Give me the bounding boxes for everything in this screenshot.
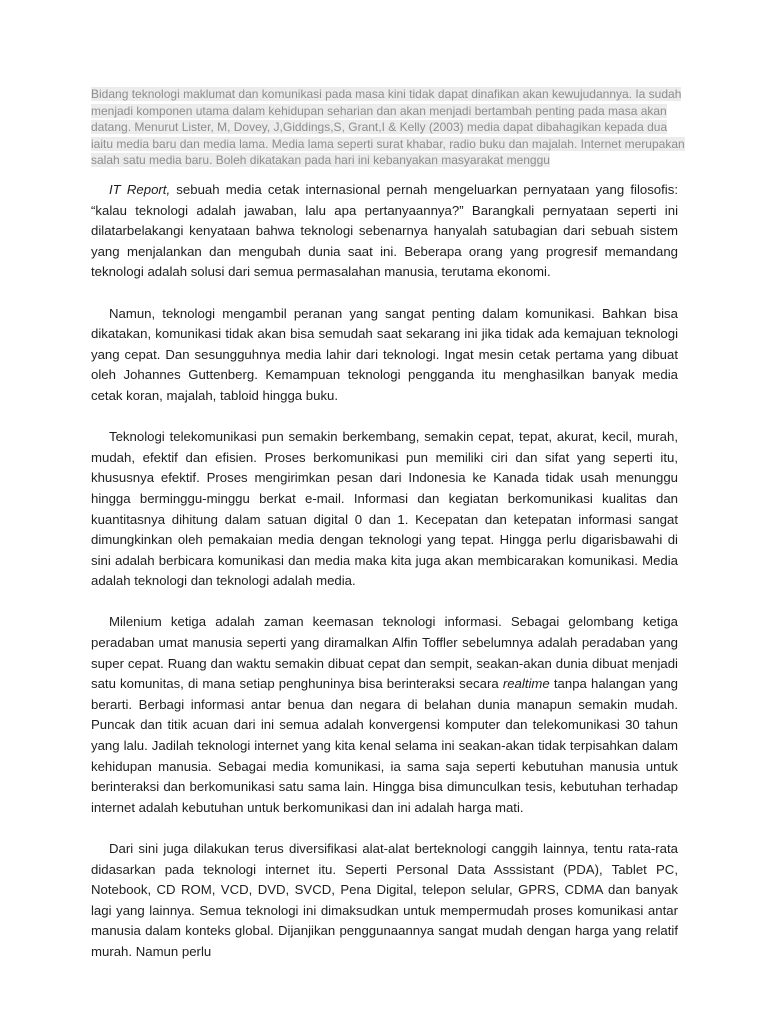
it-report-title: IT Report,: [109, 182, 171, 197]
highlighted-preview-text: [91, 86, 686, 169]
paragraph-3: Teknologi telekomunikasi pun semakin berkembang, semakin cepat, tepat, akurat, kecil, murah, mudah, efektif dan efisien. Proses berkomunikasi pun memiliki ciri dan sifat yang seperti itu, khususnya efektif. Proses mengirimkan pesan dari Indonesia ke Kanada tidak usah menunggu hingga berminggu-minggu berkat e-mail. Informasi dan kegiatan berkomunikasi kualitas dan kuantitasnya dihitung dalam satuan digital 0 dan 1. Kecepatan dan ketepatan informasi sangat dimungkinkan oleh pemakaian media dengan teknologi yang tepat. Hingga perlu digarisbawahi di sini adalah berbicara komunikasi dan media maka kita juga akan membicarakan komunikasi. Media adalah teknologi dan teknologi adalah media.: [91, 429, 678, 589]
paragraph-4: [91, 612, 678, 818]
paragraph-5: Dari sini juga dilakukan terus diversifikasi alat-alat berteknologi canggih lainnya, tentu rata-rata didasarkan pada teknologi internet itu. Seperti Personal Data Asssistant (PDA), Tablet PC, Notebook, CD ROM, VCD, DVD, SVCD, Pena Digital, telepon selular, GPRS, CDMA dan banyak lagi yang lainnya. Semua teknologi ini dimaksudkan untuk mempermudah proses komunikasi antar manusia dalam konteks global. Dijanjikan penggunaannya sangat mudah dengan harga yang relatif murah. Namun perlu: [91, 841, 678, 959]
paragraph-1: [91, 180, 678, 283]
preview-text: Bidang teknologi maklumat dan komunikasi pada masa kini tidak dapat dinafikan akan kewujudannya. Ia sudah menjadi komponen utama dalam kehidupan seharian dan akan menjadi bertambah penting pada masa akan datang. Menurut Lister, M, Dovey, J,Giddings,S, Grant,I & Kelly (2003) media dapat dibahagikan kepada dua iaitu media baru dan media lama. Media lama seperti surat khabar, radio buku dan majalah. Internet merupakan salah satu media baru. Boleh dikatakan pada hari ini kebanyakan masyarakat menggu: [91, 87, 685, 168]
article-body: [91, 180, 678, 983]
realtime-term: realtime: [502, 676, 550, 692]
paragraph-1-text: sebuah media cetak internasional pernah mengeluarkan pernyataan yang filosofis: “kalau teknologi adalah jawaban, lalu apa pertanyaannya?” Barangkali pernyataan seperti ini dilatarbelakangi kenyataan bahwa teknologi sebenarnya hanyalah satubagian dari sebuah sistem yang menjalankan dan mengubah dunia saat ini. Beberapa orang yang progresif memandang teknologi adalah solusi dari semua permasalahan manusia, terutama ekonomi.: [91, 182, 678, 280]
paragraph-4-before: Milenium ketiga adalah zaman keemasan teknologi informasi. Sebagai gelombang ketiga peradaban umat manusia seperti yang diramalkan Alfin Toffler sebelumnya adalah peradaban yang super cepat. Ruang dan waktu semakin dibuat cepat dan sempit, seakan-akan dunia dibuat menjadi satu komunitas, di mana setiap penghuninya bisa berinteraksi secara: [91, 614, 678, 692]
paragraph-4-after: tanpa halangan yang berarti. Berbagi informasi antar benua dan negara di belahan dunia manapun semakin mudah. Puncak dan titik acuan dari ini semua adalah konvergensi komputer dan telekomunikasi 30 tahun yang lalu. Jadilah teknologi internet yang kita kenal selama ini seakan-akan tidak terpisahkan dalam kehidupan manusia. Sebagai media komunikasi, ia sama saja seperti kebutuhan manusia untuk berinteraksi dan berkomunikasi satu sama lain. Hingga bisa dimunculkan tesis, kebutuhan terhadap internet adalah kebutuhan untuk berkomunikasi dan ini adalah harga mati.: [91, 676, 679, 815]
paragraph-2: Namun, teknologi mengambil peranan yang sangat penting dalam komunikasi. Bahkan bisa dikatakan, komunikasi tidak akan bisa semudah saat sekarang ini jika tidak ada kemajuan teknologi yang cepat. Dan sesungguhnya media lahir dari teknologi. Ingat mesin cetak pertama yang dibuat oleh Johannes Guttenberg. Kemampuan teknologi pengganda itu menghasilkan banyak media cetak koran, majalah, tabloid hingga buku.: [91, 305, 678, 403]
